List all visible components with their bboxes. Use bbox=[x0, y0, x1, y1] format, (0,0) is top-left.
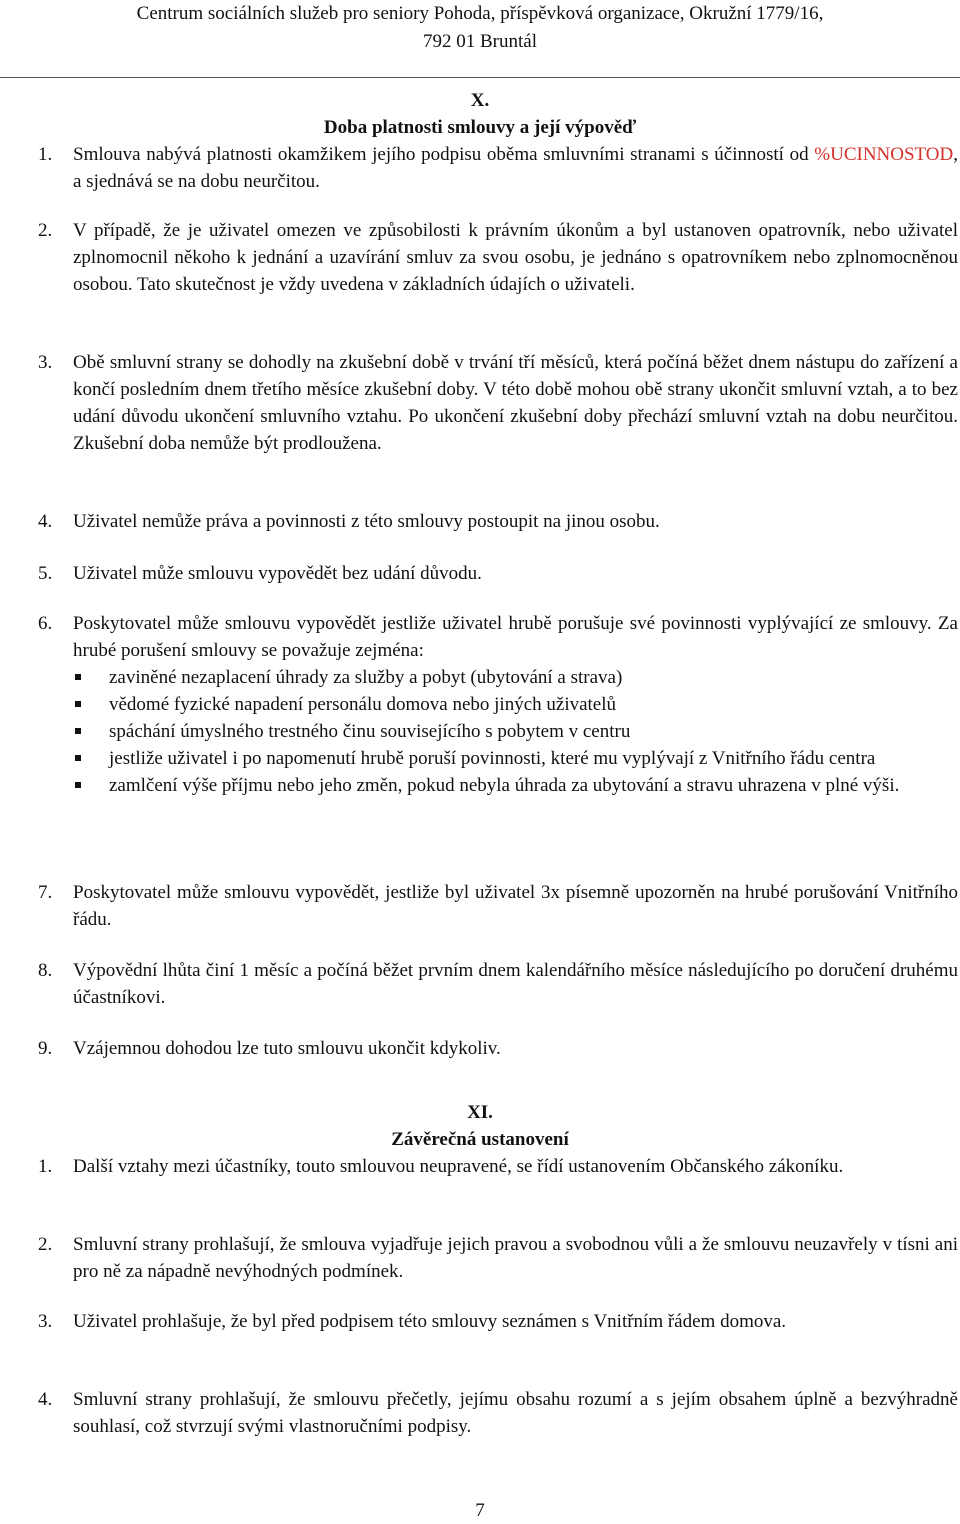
item-text bbox=[73, 610, 958, 799]
header-divider bbox=[0, 77, 960, 78]
section-11-number: XI. bbox=[467, 1102, 493, 1123]
section-10-item-6 bbox=[38, 610, 958, 799]
section-10-item-3 bbox=[38, 349, 958, 457]
item-number: 4. bbox=[38, 1389, 53, 1410]
item-text: Smlouva nabývá platnosti okamžikem jejího podpisu oběma smluvními stranami s účinností od %UCINNOSTOD, a sjednává se na dobu neurčitou. bbox=[73, 144, 958, 192]
item-number: 7. bbox=[38, 882, 53, 903]
item-text: Uživatel prohlašuje, že byl před podpisem této smlouvy seznámen s Vnitřním řádem domova. bbox=[73, 1311, 787, 1332]
placeholder-field: %UCINNOSTOD bbox=[814, 144, 954, 165]
section-11-title: Závěrečná ustanovení bbox=[391, 1129, 569, 1150]
square-bullet-icon bbox=[75, 728, 81, 734]
section-11-item-4 bbox=[38, 1386, 958, 1440]
section-10-item-2 bbox=[38, 217, 958, 298]
item-number: 9. bbox=[38, 1038, 53, 1059]
item-text: Vzájemnou dohodou lze tuto smlouvu ukončit kdykoliv. bbox=[73, 1038, 501, 1059]
list-item: spáchání úmyslného trestného činu souvisejícího s pobytem v centru bbox=[73, 718, 958, 745]
header-line-2: 792 01 Bruntál bbox=[423, 31, 537, 52]
item-number: 5. bbox=[38, 563, 53, 584]
section-10-item-8 bbox=[38, 957, 958, 1011]
section-10-title: Doba platnosti smlouvy a její výpověď bbox=[323, 117, 637, 138]
item-intro: Poskytovatel může smlouvu vypovědět jestliže uživatel hrubě porušuje své povinnosti vyplývající ze smlouvy. Za hrubé porušení smlouvy se považuje zejména: bbox=[73, 613, 958, 661]
header-line-1: Centrum sociálních služeb pro seniory Pohoda, příspěvková organizace, Okružní 1779/16, bbox=[136, 3, 824, 24]
square-bullet-icon bbox=[75, 755, 81, 761]
item-text: V případě, že je uživatel omezen ve způsobilosti k právním úkonům a byl ustanoven opatrovník, nebo uživatel zplnomocnil někoho k jednání a uzavírání smluv za svou osobu, je jednáno s opatrovníkem nebo zplnomocněnou osobou. Tato skutečnost je vždy uvedena v základních údajích o uživateli. bbox=[73, 220, 958, 295]
item-number: 6. bbox=[38, 613, 53, 634]
square-bullet-icon bbox=[75, 701, 81, 707]
section-10-item-4 bbox=[38, 508, 958, 535]
item-text: Uživatel může smlouvu vypovědět bez udání důvodu. bbox=[73, 563, 482, 584]
item-number: 3. bbox=[38, 1311, 53, 1332]
page-number: 7 bbox=[475, 1500, 485, 1521]
item-number: 2. bbox=[38, 1234, 53, 1255]
item-text: Smluvní strany prohlašují, že smlouva vyjadřuje jejich pravou a svobodnou vůli a že smlouvu neuzavřely v tísni ani pro ně za nápadně nevýhodných podmínek. bbox=[73, 1234, 958, 1282]
item-text: Poskytovatel může smlouvu vypovědět, jestliže byl uživatel 3x písemně upozorněn na hrubé porušování Vnitřního řádu. bbox=[73, 882, 958, 930]
item-number: 1. bbox=[38, 144, 53, 165]
item-text: Další vztahy mezi účastníky, touto smlouvou neupravené, se řídí ustanovením Občanského zákoníku. bbox=[73, 1156, 844, 1177]
section-11-item-3 bbox=[38, 1308, 958, 1335]
item-number: 4. bbox=[38, 511, 53, 532]
item-number: 3. bbox=[38, 352, 53, 373]
item-text: Výpovědní lhůta činí 1 měsíc a počíná běžet prvním dnem kalendářního měsíce následujícího po doručení druhému účastníkovi. bbox=[73, 960, 958, 1008]
section-11-item-2 bbox=[38, 1231, 958, 1285]
section-10-item-1 bbox=[38, 141, 958, 195]
list-item: vědomé fyzické napadení personálu domova nebo jiných uživatelů bbox=[73, 691, 958, 718]
item-number: 8. bbox=[38, 960, 53, 981]
page-header bbox=[0, 0, 960, 56]
section-11-item-1 bbox=[38, 1153, 958, 1180]
square-bullet-icon bbox=[75, 674, 81, 680]
list-item: jestliže uživatel i po napomenutí hrubě poruší povinnosti, které mu vyplývají z Vnitřního řádu centra bbox=[73, 745, 958, 772]
item-text: Obě smluvní strany se dohodly na zkušební době v trvání tří měsíců, která počíná běžet dnem nástupu do zařízení a končí posledním dnem třetího měsíce zkušební doby. V této době mohou obě strany ukončit smluvní vztah, a to bez udání důvodu ukončení smluvního vztahu. Po ukončení zkušební doby přechází smluvní vztah na dobu neurčitou. Zkušební doba nemůže být prodloužena. bbox=[73, 352, 958, 454]
item-number: 1. bbox=[38, 1156, 53, 1177]
item-number: 2. bbox=[38, 220, 53, 241]
square-bullet-icon bbox=[75, 782, 81, 788]
list-item: zamlčení výše příjmu nebo jeho změn, pokud nebyla úhrada za ubytování a stravu uhrazena v plné výši. bbox=[73, 772, 958, 799]
list-item: zaviněné nezaplacení úhrady za služby a pobyt (ubytování a strava) bbox=[73, 664, 958, 691]
section-10-number: X. bbox=[470, 90, 490, 111]
item-text: Uživatel nemůže práva a povinnosti z této smlouvy postoupit na jinou osobu. bbox=[73, 511, 660, 532]
item-text: Smluvní strany prohlašují, že smlouvu přečetly, jejímu obsahu rozumí a s jejím obsahem úplně a bezvýhradně souhlasí, což stvrzují svými vlastnoručními podpisy. bbox=[73, 1389, 958, 1437]
section-10-item-7 bbox=[38, 879, 958, 933]
section-10-item-5 bbox=[38, 560, 958, 587]
violation-list bbox=[73, 664, 958, 799]
section-10-item-9 bbox=[38, 1035, 958, 1062]
